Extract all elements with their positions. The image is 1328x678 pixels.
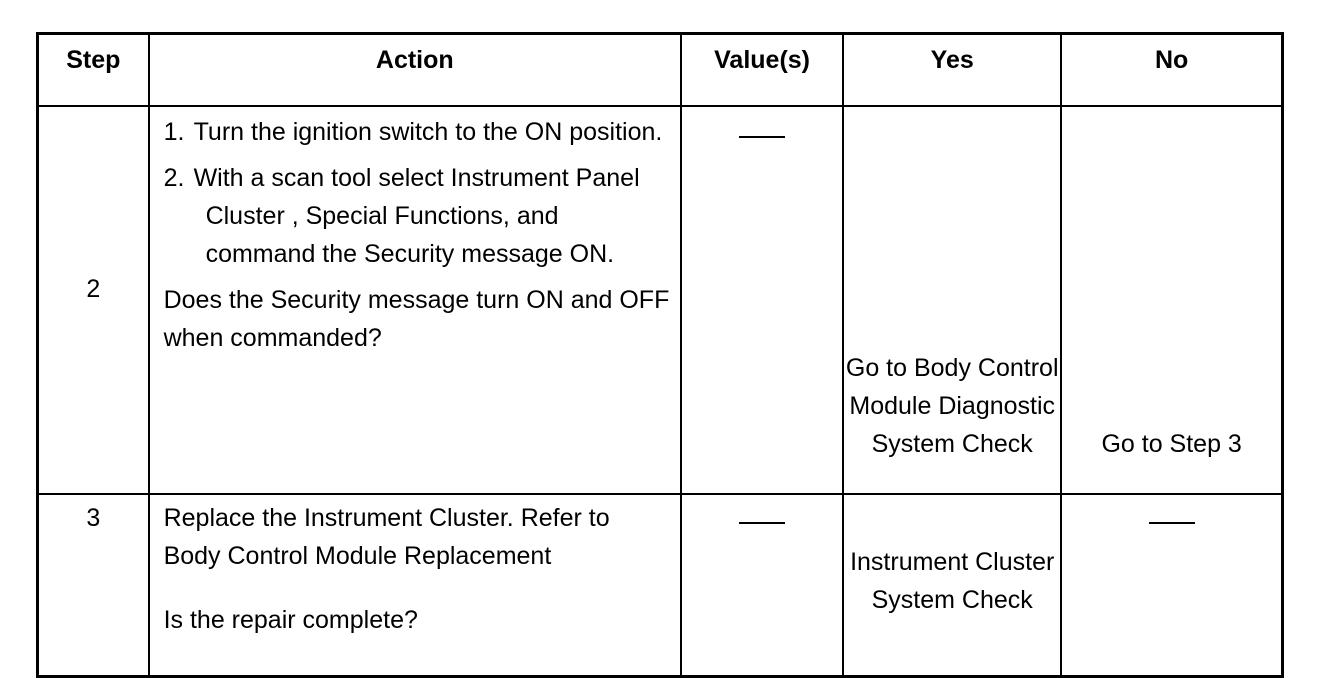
action-step-number: 1.: [163, 118, 185, 146]
values-cell: [681, 494, 843, 677]
step-number: 2: [38, 106, 149, 494]
yes-cell: Go to Body Control Module Diagnostic System Check: [843, 106, 1061, 494]
header-values: Value(s): [681, 34, 843, 107]
action-step-text: With a scan tool select Instrument Panel Cluster , Special Functions, and command the Security message ON.: [193, 164, 640, 268]
header-no: No: [1061, 34, 1282, 107]
action-cell: [149, 106, 681, 494]
action-step-number: 2.: [163, 164, 185, 192]
empty-value-dash: [739, 522, 785, 524]
step-number: 3: [38, 494, 149, 677]
action-step-item: [164, 159, 672, 273]
table-row: [38, 494, 1283, 677]
empty-value-dash: [1149, 522, 1195, 524]
action-step-item: [164, 113, 672, 151]
header-row: [38, 34, 1283, 107]
values-cell: [681, 106, 843, 494]
no-cell: [1061, 494, 1282, 677]
table-row: [38, 106, 1283, 494]
action-question: Does the Security message turn ON and OFF when commanded?: [163, 286, 670, 352]
action-step-text: Turn the ignition switch to the ON position.: [193, 118, 663, 146]
no-cell: Go to Step 3: [1061, 106, 1282, 494]
header-action: Action: [149, 34, 681, 107]
action-cell: [149, 494, 681, 677]
action-question: Is the repair complete?: [163, 606, 418, 634]
yes-cell: Instrument Cluster System Check: [843, 494, 1061, 677]
diagnostic-table: [36, 32, 1284, 678]
header-yes: Yes: [843, 34, 1061, 107]
empty-value-dash: [739, 136, 785, 138]
header-step: Step: [38, 34, 149, 107]
action-text: Replace the Instrument Cluster. Refer to Body Control Module Replacement: [163, 504, 610, 570]
